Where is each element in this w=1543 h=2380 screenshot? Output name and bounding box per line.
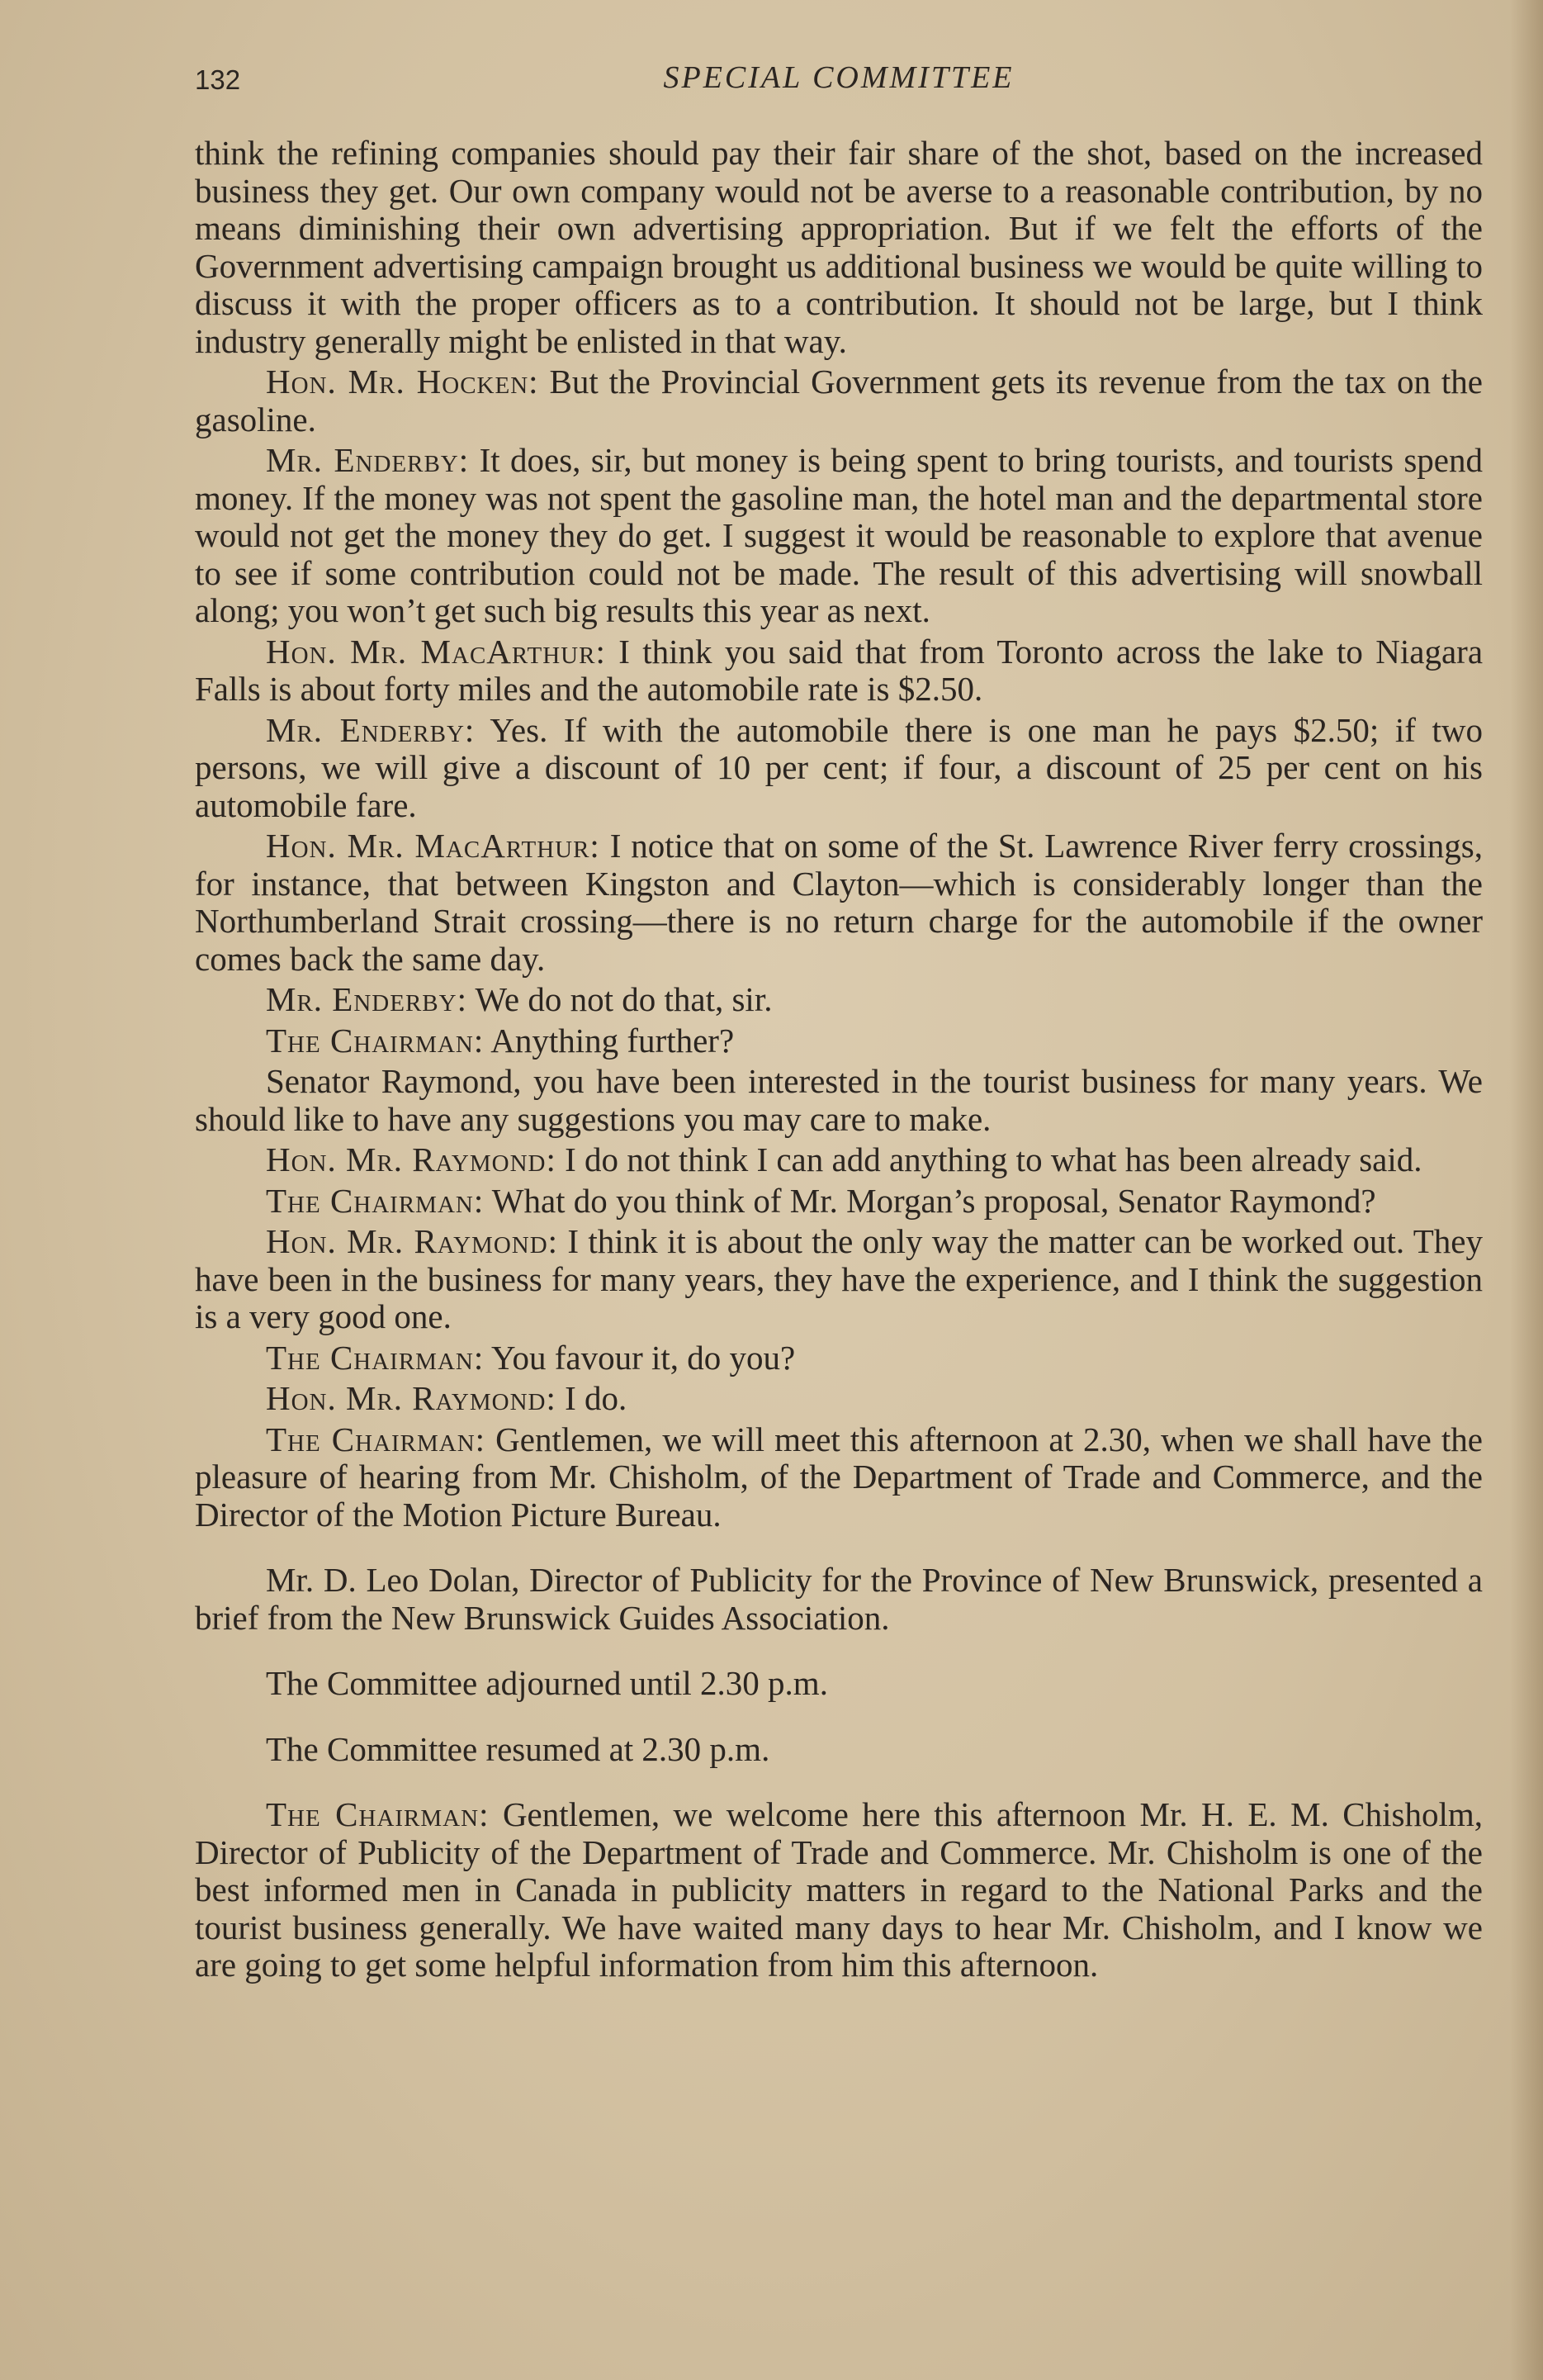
paragraph-chairman [195, 1339, 1483, 1377]
paragraph-resumed-note [195, 1731, 1483, 1769]
running-header [195, 59, 1483, 101]
paragraph-text: I notice that on some of the St. Lawrence River ferry crossings, for instance, that between Kingston and Clayton—which is considerably longer than the Northumberland Strait crossing—there is no return charge for the automobile if the owner comes back the same day. [195, 827, 1484, 978]
paragraph-text: The Committee resumed at 2.30 p.m. [266, 1729, 770, 1768]
paragraph-raymond [195, 1141, 1483, 1179]
paragraph-text: Anything further? [490, 1021, 735, 1060]
speaker-name: The Chairman: [266, 1338, 485, 1377]
paragraph-text: Senator Raymond, you have been interested in the tourist business for many years. We should like to have any suggestions you may care to make. [195, 1062, 1483, 1138]
paragraph-text: I think it is about the only way the matter can be worked out. They have been in the business for many years, they have the experience, and I think the suggestion is a very good one. [195, 1222, 1484, 1335]
speaker-name: Mr. Enderby: [266, 441, 470, 479]
speaker-name: Mr. Enderby: [266, 710, 476, 749]
paragraph-text: You favour it, do you? [490, 1338, 796, 1377]
page-number: 132 [195, 64, 241, 95]
paragraph-dolan-note [195, 1562, 1483, 1637]
paragraph-raymond [195, 1380, 1483, 1418]
paragraph-adjourned-note [195, 1665, 1483, 1703]
paragraph-text: Mr. D. Leo Dolan, Director of Publicity for the Province of New Brunswick, presented a brief from the New Brunswick Guides Association. [195, 1561, 1483, 1637]
paragraph-chairman [195, 1022, 1483, 1060]
paragraph-chairman-continued [195, 1063, 1483, 1138]
speaker-name: Hon. Mr. Raymond: [266, 1140, 556, 1178]
transcript-body [195, 135, 1483, 1988]
paragraph-enderby [195, 442, 1483, 630]
speaker-name: Hon. Mr. Raymond: [266, 1379, 556, 1417]
paragraph-text: I do. [565, 1379, 627, 1417]
paragraph-text: It does, sir, but money is being spent to bring tourists, and tourists spend money. If the money was not spent the gasoline man, the hotel man and the departmental store would not get the money they do get. I suggest it would be reasonable to explore that avenue to see if some contribution could not be made. The result of this advertising will snowball along; you won’t get such big results this year as next. [195, 441, 1484, 629]
speaker-name: The Chairman: [266, 1181, 485, 1220]
paragraph-chairman [195, 1183, 1483, 1221]
paragraph-macarthur [195, 827, 1483, 978]
speaker-name: The Chairman: [266, 1420, 486, 1458]
paragraph-continuation [195, 135, 1483, 360]
paragraph-text: I think you said that from Toronto across the lake to Niagara Falls is about forty miles and the automobile rate is $2.50. [195, 632, 1484, 708]
paragraph-text: Gentlemen, we welcome here this afternoon Mr. H. E. M. Chisholm, Director of Publicity of the Department of Trade and Commerce. Mr. Chisholm is one of the best informed men in Canada in publicity matters in regard to the National Parks and the tourist business generally. We have waited many days to hear Mr. Chisholm, and I know we are going to get some helpful information from him this afternoon. [195, 1795, 1484, 1984]
paragraph-text: The Committee adjourned until 2.30 p.m. [266, 1664, 828, 1702]
paragraph-chairman [195, 1421, 1483, 1534]
speaker-name: Mr. Enderby: [266, 980, 467, 1018]
paragraph-enderby [195, 981, 1483, 1019]
paragraph-raymond [195, 1223, 1483, 1336]
paragraph-text: Gentlemen, we will meet this afternoon at 2.30, when we shall have the pleasure of hearing from Mr. Chisholm, of the Department of Trade and Commerce, and the Director of the Motion Picture Bureau. [195, 1420, 1483, 1534]
speaker-name: Hon. Mr. MacArthur: [266, 827, 600, 865]
paragraph-chairman [195, 1796, 1483, 1984]
paragraph-text: But the Provincial Government gets its revenue from the tax on the gasoline. [195, 363, 1483, 439]
speaker-name: Hon. Mr. Raymond: [266, 1222, 559, 1260]
running-title: SPECIAL COMMITTEE [663, 60, 1015, 95]
speaker-name: Hon. Mr. Hocken: [266, 363, 539, 401]
speaker-name: The Chairman: [266, 1795, 490, 1833]
paragraph-hocken [195, 363, 1483, 439]
paragraph-text: think the refining companies should pay their fair share of the shot, based on the increased business they get. Our own company would not be averse to a reasonable contribution, by no means diminishing their own advertising appropriation. But if we felt the efforts of the Government advertising campaign brought us additional business we would be quite willing to discuss it with the proper officers as to a contribution. It should not be large, but I think industry generally might be enlisted in that way. [195, 134, 1483, 360]
speaker-name: The Chairman: [266, 1021, 485, 1060]
paragraph-text: We do not do that, sir. [475, 980, 773, 1018]
paragraph-macarthur [195, 633, 1483, 709]
paragraph-enderby [195, 712, 1483, 825]
paragraph-text: I do not think I can add anything to what has been already said. [565, 1140, 1422, 1178]
speaker-name: Hon. Mr. MacArthur: [266, 632, 606, 671]
paragraph-text: Yes. If with the automobile there is one man he pays $2.50; if two persons, we will give a discount of 10 per cent; if four, a discount of 25 per cent on his automobile fare. [195, 710, 1484, 824]
paragraph-text: What do you think of Mr. Morgan’s proposal, Senator Raymond? [491, 1181, 1376, 1220]
